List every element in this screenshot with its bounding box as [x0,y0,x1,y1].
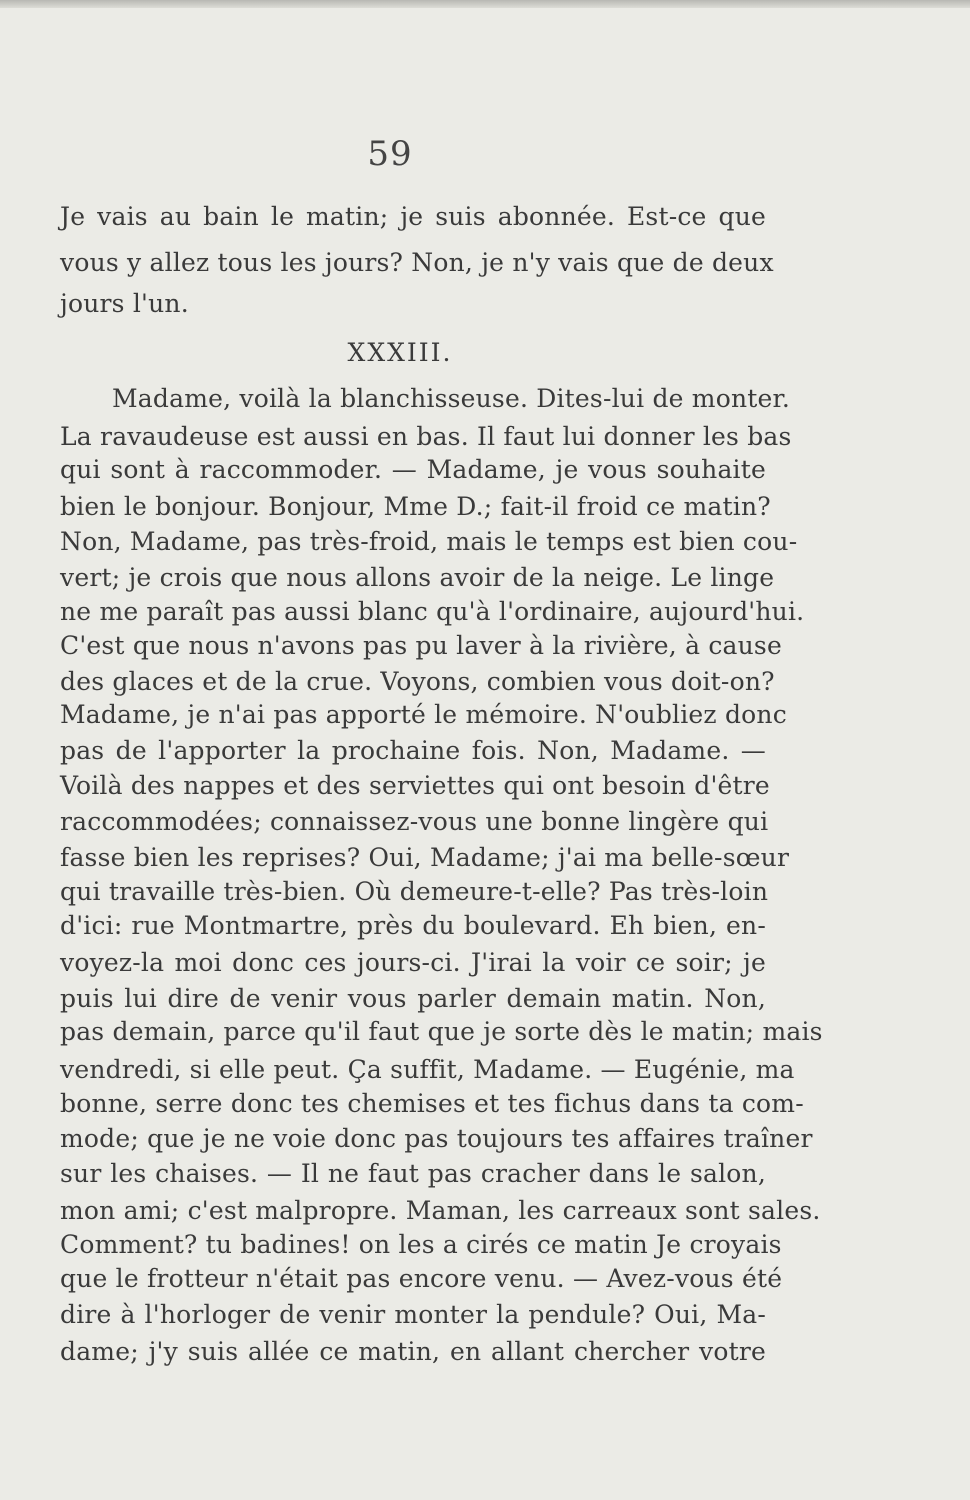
text-line: dame; j'y suis allée ce matin, en allant chercher votre [60,1337,766,1366]
text-line: jours l'un. [60,289,189,318]
page-top-edge [0,0,970,8]
text-line: qui sont à raccommoder. — Madame, je vous souhaite [60,455,766,484]
text-line: vert; je crois que nous allons avoir de la neige. Le linge [60,563,775,592]
text-line: fasse bien les reprises? Oui, Madame; j'ai ma belle-sœur [60,843,790,872]
text-line: Madame, voilà la blanchisseuse. Dites-lui de monter. [112,384,791,413]
section-heading: XXXIII. [347,338,453,367]
text-line: dire à l'horloger de venir monter la pendule? Oui, Ma- [60,1300,766,1329]
text-line: qui travaille très-bien. Où demeure-t-elle? Pas très-loin [60,877,769,906]
text-line: Je vais au bain le matin; je suis abonnée. Est-ce que [60,202,766,231]
text-line: Non, Madame, pas très-froid, mais le temps est bien cou- [60,527,798,556]
text-line: sur les chaises. — Il ne faut pas cracher dans le salon, [60,1159,766,1188]
page-number: 59 [367,134,413,174]
text-line: des glaces et de la crue. Voyons, combien vous doit-on? [60,667,775,696]
text-line: Comment? tu badines! on les a cirés ce matin Je croyais [60,1230,782,1259]
text-line: puis lui dire de venir vous parler demain matin. Non, [60,984,766,1013]
text-line: pas de l'apporter la prochaine fois. Non, Madame. — [60,736,766,765]
text-line: Madame, je n'ai pas apporté le mémoire. N'oubliez donc [60,700,787,729]
text-line: que le frotteur n'était pas encore venu. — Avez-vous été [60,1264,783,1293]
text-line: Voilà des nappes et des serviettes qui ont besoin d'être [60,771,770,800]
text-line: mode; que je ne voie donc pas toujours tes affaires traîner [60,1124,813,1153]
text-line: bien le bonjour. Bonjour, Mme D.; fait-il froid ce matin? [60,492,771,521]
text-line: pas demain, parce qu'il faut que je sorte dès le matin; mais [60,1017,823,1046]
text-line: bonne, serre donc tes chemises et tes fichus dans ta com- [60,1089,804,1118]
text-line: ne me paraît pas aussi blanc qu'à l'ordinaire, aujourd'hui. [60,597,805,626]
text-line: mon ami; c'est malpropre. Maman, les carreaux sont sales. [60,1196,821,1225]
text-line: voyez-la moi donc ces jours-ci. J'irai la voir ce soir; je [60,948,766,977]
text-line: La ravaudeuse est aussi en bas. Il faut lui donner les bas [60,422,792,451]
text-line: vous y allez tous les jours? Non, je n'y vais que de deux [60,248,774,277]
text-line: d'ici: rue Montmartre, près du boulevard. Eh bien, en- [60,911,766,940]
text-line: C'est que nous n'avons pas pu laver à la rivière, à cause [60,631,782,660]
text-line: vendredi, si elle peut. Ça suffit, Madame. — Eugénie, ma [60,1055,795,1084]
text-line: raccommodées; connaissez-vous une bonne lingère qui [60,807,769,836]
